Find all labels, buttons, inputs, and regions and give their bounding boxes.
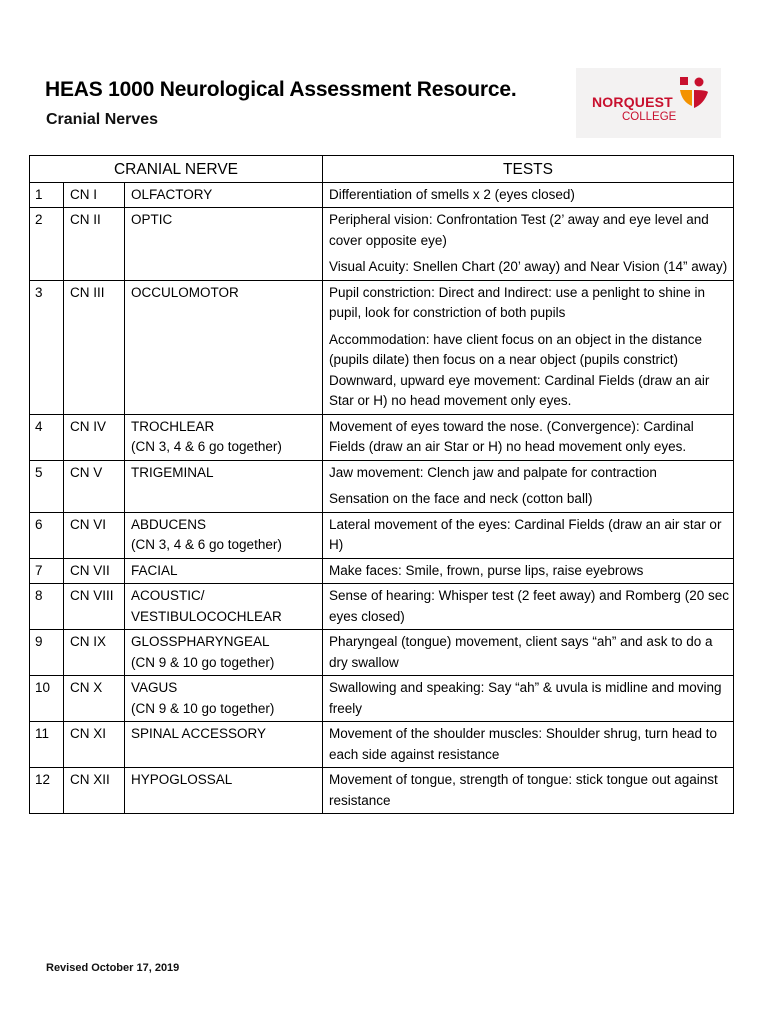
page-title: HEAS 1000 Neurological Assessment Resource. <box>45 78 517 101</box>
nerve-name-line: (CN 9 & 10 go together) <box>131 654 275 670</box>
row-number: 10 <box>30 676 64 722</box>
nerve-name-line: SPINAL ACCESSORY <box>131 726 267 741</box>
test-description: Make faces: Smile, frown, purse lips, raise eyebrows <box>329 562 644 578</box>
header-cranial-nerve: CRANIAL NERVE <box>30 156 323 183</box>
nerve-name-line: OPTIC <box>131 212 173 227</box>
row-number: 3 <box>30 280 64 414</box>
table-row <box>30 630 734 676</box>
cranial-nerve-name <box>125 182 323 208</box>
revision-date: Revised October 17, 2019 <box>46 962 180 974</box>
row-number: 2 <box>30 208 64 281</box>
cranial-nerve-code: CN IX <box>64 630 125 676</box>
tests-cell <box>323 460 734 512</box>
tests-cell <box>323 280 734 414</box>
tests-cell <box>323 558 734 584</box>
test-description: Sense of hearing: Whisper test (2 feet away) and Romberg (20 sec eyes closed) <box>329 588 729 624</box>
table-row <box>30 722 734 768</box>
cranial-nerve-name <box>125 768 323 814</box>
nerve-name-line: VAGUS <box>131 680 178 695</box>
nerve-name-line: VESTIBULOCOCHLEAR <box>131 608 282 624</box>
cranial-nerve-name <box>125 512 323 558</box>
tests-cell <box>323 414 734 460</box>
test-description: Pharyngeal (tongue) movement, client says “ah” and ask to do a dry swallow <box>329 634 713 670</box>
cranial-nerve-code: CN I <box>64 182 125 208</box>
nerve-name-line: ACOUSTIC/ <box>131 588 205 603</box>
cranial-nerve-name <box>125 460 323 512</box>
test-description: Jaw movement: Clench jaw and palpate for contraction <box>329 464 657 480</box>
row-number: 11 <box>30 722 64 768</box>
cranial-nerve-name <box>125 676 323 722</box>
nerve-name-line: ABDUCENS <box>131 516 207 532</box>
table-row <box>30 676 734 722</box>
test-description: Movement of tongue, strength of tongue: stick tongue out against resistance <box>329 772 718 808</box>
page-subtitle: Cranial Nerves <box>46 111 159 128</box>
row-number: 12 <box>30 768 64 814</box>
test-description: Sensation on the face and neck (cotton ball) <box>329 491 593 506</box>
cranial-nerve-name <box>125 280 323 414</box>
row-number: 7 <box>30 558 64 584</box>
test-description: Downward, upward eye movement: Cardinal Fields (draw an air Star or H) no head movement only eyes. <box>329 372 710 408</box>
row-number: 6 <box>30 512 64 558</box>
row-number: 4 <box>30 414 64 460</box>
cranial-nerve-code: CN II <box>64 208 125 281</box>
row-number: 1 <box>30 182 64 208</box>
nerve-name-line: (CN 9 & 10 go together) <box>131 700 275 716</box>
row-number: 9 <box>30 630 64 676</box>
test-description: Peripheral vision: Confrontation Test (2’ away and eye level and cover opposite eye) <box>329 212 709 248</box>
table-row <box>30 558 734 584</box>
tests-cell <box>323 584 734 630</box>
cranial-nerve-name <box>125 558 323 584</box>
table-row <box>30 584 734 630</box>
nerve-name-line: FACIAL <box>131 562 178 578</box>
test-description: Lateral movement of the eyes: Cardinal Fields (draw an air star or H) <box>329 516 722 552</box>
table-row <box>30 208 734 281</box>
test-description: Accommodation: have client focus on an object in the distance (pupils dilate) then focus on a near object (pupils constrict) <box>329 331 702 367</box>
cranial-nerve-code: CN III <box>64 280 125 414</box>
row-number: 5 <box>30 460 64 512</box>
logo-sub: COLLEGE <box>622 111 677 123</box>
cranial-nerve-name <box>125 414 323 460</box>
table-row <box>30 460 734 512</box>
test-description: Movement of the shoulder muscles: Shoulder shrug, turn head to each side against resistance <box>329 726 717 762</box>
cranial-nerve-code: CN VIII <box>64 584 125 630</box>
row-number: 8 <box>30 584 64 630</box>
cranial-nerve-code: CN XI <box>64 722 125 768</box>
nerve-name-line: GLOSSPHARYNGEAL <box>131 634 270 649</box>
nerve-name-line: (CN 3, 4 & 6 go together) <box>131 537 282 552</box>
test-description: Visual Acuity: Snellen Chart (20’ away) and Near Vision (14” away) <box>329 259 728 274</box>
table-row <box>30 280 734 414</box>
table-row <box>30 182 734 208</box>
college-logo <box>576 68 721 138</box>
tests-cell <box>323 630 734 676</box>
tests-cell <box>323 182 734 208</box>
table-row <box>30 414 734 460</box>
cranial-nerves-table <box>29 155 734 814</box>
tests-cell <box>323 512 734 558</box>
test-description: Pupil constriction: Direct and Indirect: use a penlight to shine in pupil, look for constriction of both pupils <box>329 284 705 320</box>
nerve-name-line: TROCHLEAR <box>131 418 215 434</box>
table-row <box>30 512 734 558</box>
cranial-nerve-code: CN XII <box>64 768 125 814</box>
tests-cell <box>323 768 734 814</box>
test-description: Movement of eyes toward the nose. (Convergence): Cardinal Fields (draw an air Star or H) no head movement only eyes. <box>329 418 694 454</box>
nerve-name-line: (CN 3, 4 & 6 go together) <box>131 439 282 454</box>
nerve-name-line: OCCULOMOTOR <box>131 284 239 300</box>
cranial-nerve-name <box>125 208 323 281</box>
logo-name: NORQUEST <box>592 94 673 110</box>
nerve-name-line: OLFACTORY <box>131 186 213 202</box>
test-description: Differentiation of smells x 2 (eyes closed) <box>329 186 575 202</box>
cranial-nerve-code: CN VI <box>64 512 125 558</box>
cranial-nerve-code: CN VII <box>64 558 125 584</box>
cranial-nerve-name <box>125 722 323 768</box>
cranial-nerve-code: CN V <box>64 460 125 512</box>
tests-cell <box>323 676 734 722</box>
tests-cell <box>323 208 734 281</box>
table-header-row <box>30 156 734 183</box>
table-row <box>30 768 734 814</box>
cranial-nerve-code: CN X <box>64 676 125 722</box>
header-tests: TESTS <box>323 156 734 183</box>
tests-cell <box>323 722 734 768</box>
cranial-nerve-name <box>125 584 323 630</box>
test-description: Swallowing and speaking: Say “ah” & uvula is midline and moving freely <box>329 680 722 716</box>
nerve-name-line: TRIGEMINAL <box>131 464 214 480</box>
cranial-nerve-name <box>125 630 323 676</box>
cranial-nerve-code: CN IV <box>64 414 125 460</box>
nerve-name-line: HYPOGLOSSAL <box>131 772 233 787</box>
